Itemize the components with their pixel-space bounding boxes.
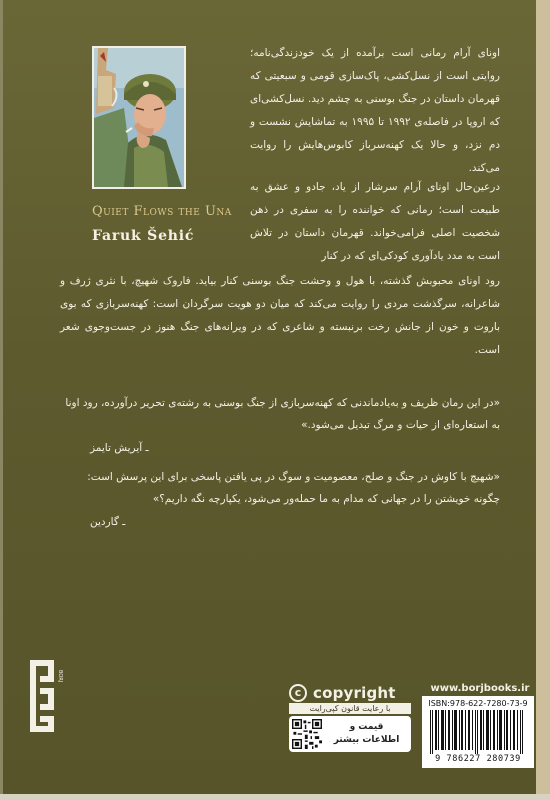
copyright-badge [289, 683, 411, 711]
bottom-edge [0, 794, 550, 800]
price-line-1: قیمت و [349, 722, 384, 732]
review-quote-2: «شهیچ با کاوش در جنگ و صلح، معصومیت و سوگ در پی یافتن پاسخی برای این پرسش است: چگونه خویشتن را در جهانی که مدام به ما حمله‌ور می‌شود، یکپارچه نگه داریم؟» [87, 471, 500, 505]
cover-thumbnail [92, 46, 186, 189]
soldier-illustration [94, 48, 184, 187]
isbn-label: ISBN:978-622-7280-73-9 [428, 699, 528, 708]
book-author: Faruk Šehić [92, 228, 195, 244]
logo-label: BORJ [57, 670, 63, 683]
review-source-2: ـ گاردین [90, 516, 126, 528]
isbn-barcode [422, 696, 534, 768]
blurb-paragraph-3: رود اونای محبوبش گذشته، با هول و وحشت جنگ بوسنی کنار بیاید. فاروک شهیچ، با نثری ژرف و شاعرانه، سرگذشت مردی را روایت می‌کند که میان دو هویت سرگردان است: کهنه‌سربازی که بوی باروت و خون از جانش رخت برنبسته و شاعری که در ویرانه‌های جنگ هنوز در جست‌وجوی شعر است. [60, 275, 500, 356]
spine-edge [536, 0, 550, 800]
publisher-website[interactable]: www.borjbooks.ir [430, 683, 530, 694]
copyright-mark [289, 683, 411, 703]
book-title: Quiet Flows the Una [92, 204, 232, 219]
price-label[interactable] [322, 721, 411, 747]
price-info-box[interactable] [289, 716, 411, 752]
blurb-paragraph-1: اونای آرام رمانی است برآمده از یک خودزندگی‌نامه؛ روایتی است از نسل‌کشی، پاک‌سازی قومی و سبعیتی که قهرمان داستان در جنگ بوسنی به چشم دید. نسل‌کشی‌ای که اروپا در فاصله‌ی ۱۹۹۲ تا ۱۹۹۵ به تماشایش نشست و دم نزد، و حالا یک کهنه‌سرباز کابوس‌هایش را روایت می‌کند. [250, 47, 501, 174]
qr-code-icon[interactable] [292, 719, 322, 749]
blurb-paragraph-2: درعین‌حال اونای آرام سرشار از یاد، جادو و عشق به طبیعت است؛ رمانی که خواننده را به سفری در ذهن شخصیت اصلی فرامی‌خواند. قهرمان داستان در تلاش است به مدد یادآوری کودکی‌ای که در کنار [250, 181, 500, 262]
cover-edge [0, 0, 3, 800]
publisher-logo [28, 656, 62, 736]
barcode-icon [428, 710, 528, 754]
copyright-note: با رعایت قانون کپی‌رایت [289, 703, 411, 714]
review-quote-1: «در این رمان ظریف و به‌یادماندنی که کهنه‌سربازی از جنگ بوسنی به رشته‌ی تحریر درآورده، رود اونا به استعاره‌ای از حیات و مرگ تبدیل می‌شود.» [65, 397, 500, 431]
copyright-icon: c [289, 684, 307, 702]
borj-logo-icon [28, 656, 62, 736]
review-source-1: ـ آیریش تایمز [90, 442, 149, 454]
copyright-word: copyright [313, 684, 396, 702]
price-line-2: اطلاعات بیشتر [333, 735, 400, 745]
barcode-number: 9 786227 280739 [435, 754, 521, 764]
